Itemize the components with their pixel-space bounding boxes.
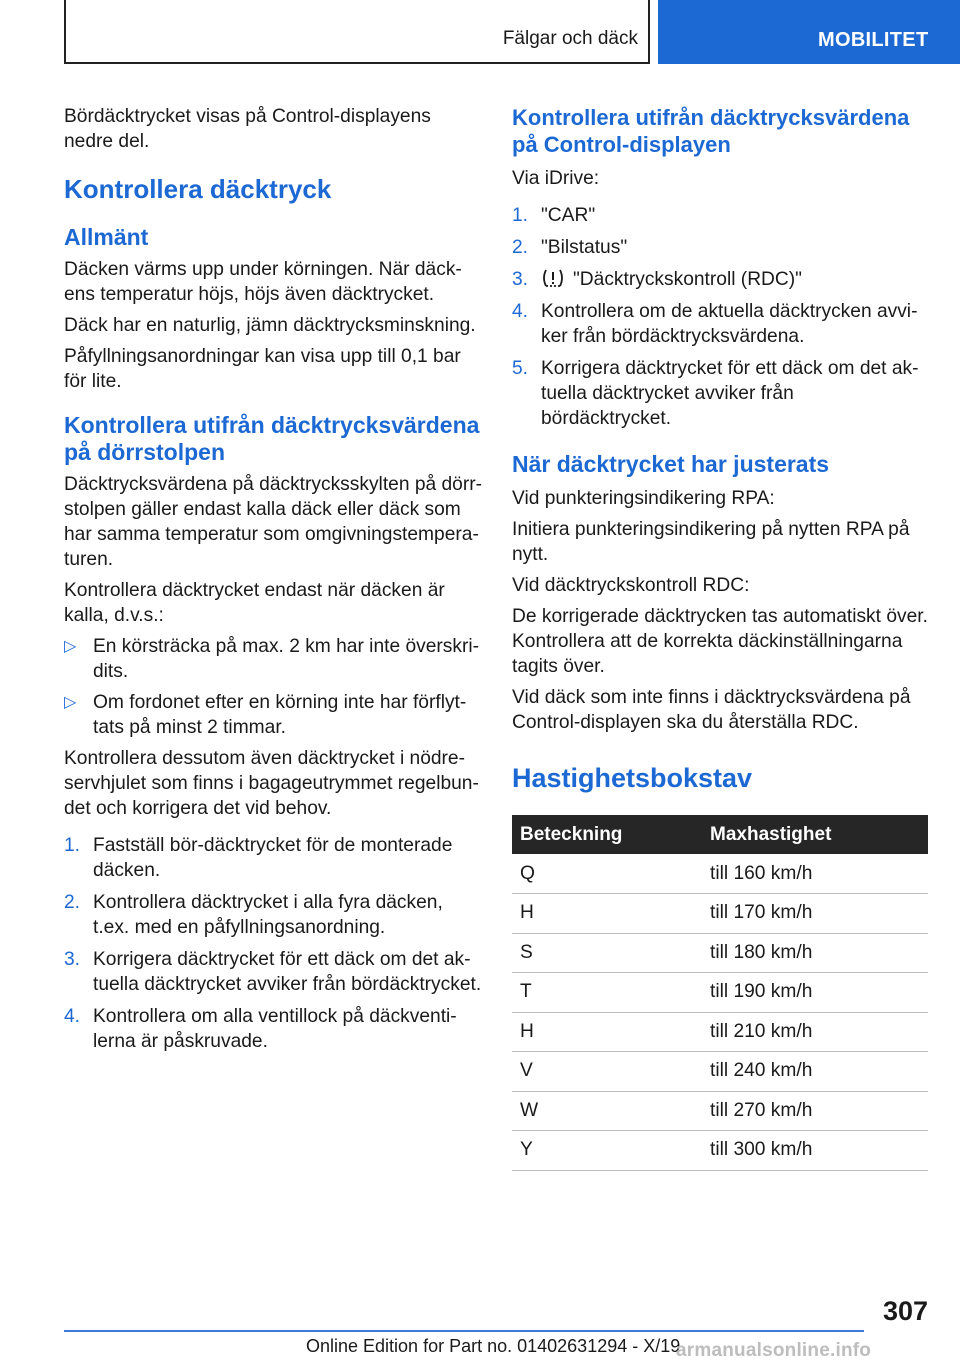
speed-rating-table xyxy=(512,815,928,1171)
heading-adjusted: När däcktrycket har justerats xyxy=(512,451,830,477)
table-row: Q till 160 km/h xyxy=(512,854,928,894)
step-item: 2. Kontrollera däcktrycket i alla fyra däcken, t.ex. med en påfyllningsanordning. xyxy=(64,892,443,938)
step-item: 2. "Bilstatus" xyxy=(512,237,628,258)
step-item: 1. "CAR" xyxy=(512,205,596,226)
watermark-text: armanualsonline.info xyxy=(676,1340,872,1361)
triangle-bullet-icon: ▷ xyxy=(64,638,77,655)
footer-edition-text: Online Edition for Part no. 01402631294 - X/19 xyxy=(306,1336,681,1356)
adjusted-paragraph-2: Initiera punkteringsindikering på nytten RPA på nytt. xyxy=(512,519,910,565)
column-header: Beteckning xyxy=(512,815,702,854)
doorpost-paragraph-3: Kontrollera dessutom även däcktrycket i nödreservhjulet som finns i bagageutrymmet regelbundet och korrigera det vid behov. xyxy=(64,748,479,819)
table-header-row xyxy=(512,815,928,854)
adjusted-paragraph-4: De korrigerade däcktrycken tas automatiskt över. Kontrollera att de korrekta däckinställningarna tagits över. xyxy=(512,606,928,677)
heading-speed-rating: Hastighetsbokstav xyxy=(512,763,753,793)
header-section-box xyxy=(64,0,650,64)
header-section-title: Fälgar och däck xyxy=(502,28,638,49)
table-row: Y till 300 km/h xyxy=(512,1131,928,1171)
header-chapter-title: MOBILITET xyxy=(818,29,929,51)
triangle-bullet-icon: ▷ xyxy=(64,694,77,711)
step-item: 3. Korrigera däcktrycket för ett däck om det aktuella däcktrycket avviker från bördäcktrycket. xyxy=(64,949,482,995)
heading-check-pressure: Kontrollera däcktryck xyxy=(64,174,332,204)
table-row: S till 180 km/h xyxy=(512,933,928,973)
adjusted-paragraph-5: Vid däck som inte finns i däcktrycksvärdena på Control-displayen ska du återställa RDC. xyxy=(512,687,911,733)
bullet-item: ▷ En körsträcka på max. 2 km har inte överskridits. xyxy=(64,636,480,682)
step-item: 3. "Däcktryckskontroll (RDC)" xyxy=(512,269,802,290)
table-row: T till 190 km/h xyxy=(512,973,928,1013)
footer-rule xyxy=(64,1330,864,1332)
cold-tire-bullet-list xyxy=(64,634,482,740)
header-chapter-tab xyxy=(658,0,960,64)
table-row: W till 270 km/h xyxy=(512,1091,928,1131)
step-item: 4. Kontrollera om alla ventillock på däckventilerna är påskruvade. xyxy=(64,1006,457,1052)
tire-pressure-warning-icon xyxy=(541,268,565,288)
page-number: 307 xyxy=(882,1296,928,1326)
table-row: H till 210 km/h xyxy=(512,1012,928,1052)
left-column xyxy=(64,104,482,1061)
step-item: 1. Fastställ bör-däcktrycket för de monterade däcken. xyxy=(64,835,453,881)
right-step-list xyxy=(512,203,928,431)
via-idrive-text: Via iDrive: xyxy=(512,168,600,189)
adjusted-paragraph-3: Vid däcktryckskontroll RDC: xyxy=(512,575,750,596)
general-paragraph-1: Däcken värms upp under körningen. När däckens temperatur höjs, höjs även däcktrycket. xyxy=(64,259,462,305)
heading-control-display: Kontrollera utifrån däcktrycksvärdena på Control-displayen xyxy=(512,105,910,157)
doorpost-paragraph-2: Kontrollera däcktrycket endast när däcken är kalla, d.v.s.: xyxy=(64,580,445,626)
bullet-item: ▷ Om fordonet efter en körning inte har förflyttats på minst 2 timmar. xyxy=(64,692,467,738)
table-row: V till 240 km/h xyxy=(512,1052,928,1092)
column-header: Maxhastighet xyxy=(702,815,928,854)
general-paragraph-3: Påfyllningsanordningar kan visa upp till 0,1 bar för lite. xyxy=(64,346,461,392)
adjusted-paragraph-1: Vid punkteringsindikering RPA: xyxy=(512,488,775,509)
intro-text: Bördäcktrycket visas på Control-displayens nedre del. xyxy=(64,106,431,152)
heading-general: Allmänt xyxy=(64,224,149,250)
left-step-list xyxy=(64,833,482,1054)
general-paragraph-2: Däck har en naturlig, jämn däcktrycksminskning. xyxy=(64,315,476,336)
heading-doorpost: Kontrollera utifrån däcktrycksvärdena på dörrstolpen xyxy=(64,412,480,465)
step-item: 5. Korrigera däcktrycket för ett däck om det aktuella däcktrycket avviker från bördäcktrycket. xyxy=(512,358,919,429)
doorpost-paragraph-1: Däcktrycksvärdena på däcktrycksskylten på dörrstolpen gäller endast kalla däck eller däck som har samma temperatur som omgivningstemperaturen. xyxy=(64,474,483,570)
right-column xyxy=(512,104,928,1171)
step-item: 4. Kontrollera om de aktuella däcktrycken avviker från bördäcktrycksvärdena. xyxy=(512,301,918,347)
table-row: H till 170 km/h xyxy=(512,894,928,934)
